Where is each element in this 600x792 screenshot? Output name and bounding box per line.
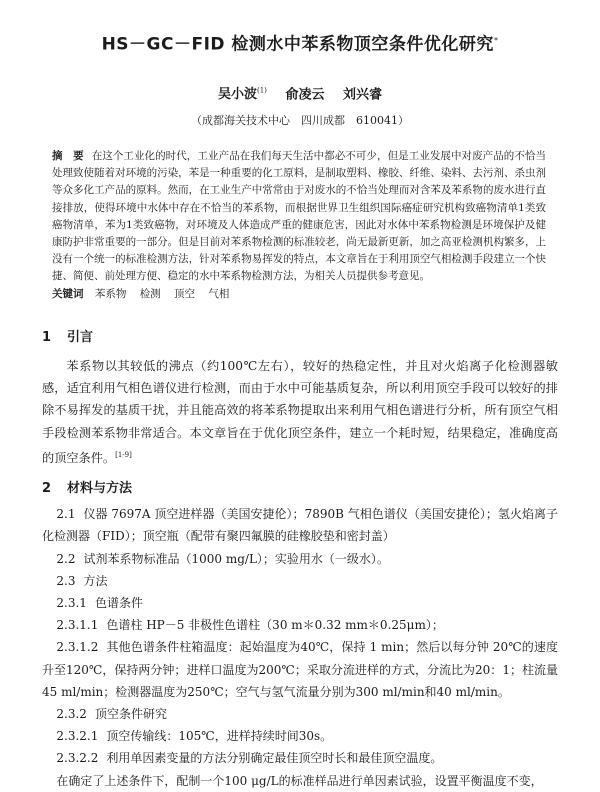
section-title: 材料与方法 [67, 481, 133, 497]
abstract-text: 在这个工业化的时代，工业产品在我们每天生活中都必不可少，但是工业发展中对废产品的不恰当处理致使随着对环境的污染，苯是一种重要的化工原料，是制取塑料、橡胶、纤维、染料、去污剂、杀虫剂等众多化工产品的原料。然而，在工业生产中常常由于对废水的不恰当处理而对含苯及苯系物的废水进行直接排放，使得环境中水体中存在不恰当的苯系物，而根据世界卫生组织国际癌症研究机构致癌物清单1类致癌物清单，苯为1类致癌物，对环境及人体造成严重的健康危害，因此对水体中苯系物检测是环境保护及健康防护非常重要的一部分。但是目前对苯系物检测的标准较老，尚无最新更新，加之高亚检测机构繁多，上没有一个统一的标准检测方法，针对苯系物易挥发的特点，本文章旨在于利用顶空气相检测手段建立一个快捷、简便、前处理方便、稳定的水中苯系物检测方法，为相关人员提供参考意见。 [52, 149, 547, 283]
keyword: 顶空 [174, 287, 196, 300]
materials-methods-body [42, 503, 558, 792]
author-3: 刘兴睿 [343, 86, 383, 102]
method-line: 在确定了上述条件下，配制一个100 μg/L的标准样品进行单因素试验，设置平衡温度不变， [56, 773, 543, 788]
method-line: 2.3.1 色谱条件 [56, 595, 143, 610]
method-line: 2.3.2 顶空条件研究 [56, 706, 167, 721]
method-line: 2.3.2.2 利用单因素变量的方法分别确定最佳顶空时长和最佳顶空温度。 [56, 751, 443, 766]
paper-title-text: HS－GC－FID 检测水中苯系物顶空条件优化研究 [101, 34, 494, 55]
author-list [42, 82, 558, 104]
paper-title [42, 30, 558, 56]
method-line: 2.3.1.2 其他色谱条件柱箱温度：起始温度为40℃，保持 1 min；然后以每分钟 20℃的速度升至120℃，保持两分钟；进样口温度为200℃；采取分流进样的方式，分流比为20：1；柱流量45 ml/min；检测器温度为250℃；空气与氢气流量分别为300 ml/min和40 ml/min。 [42, 640, 558, 699]
method-line: 2.3.1.1 色谱柱 HP－5 非极性色谱柱（30 m＊0.32 mm＊0.25μm）； [56, 618, 444, 633]
keywords [42, 286, 558, 303]
section-title: 引言 [67, 329, 94, 345]
author-1: 吴小波$^{(1)}$ [217, 86, 267, 102]
section-heading-introduction [42, 329, 558, 347]
section-number: 2 [42, 481, 52, 497]
method-line: 2.2 试剂苯系物标准品（1000 mg/L）；实验用水（一级水）。 [56, 551, 389, 566]
keywords-label: 关键词 [52, 287, 84, 300]
abstract-label: 摘 要 [52, 149, 84, 162]
abstract [42, 148, 558, 286]
author-2: 俞凌云 [285, 86, 325, 102]
citation: [1-9] [115, 450, 132, 459]
keyword: 苯系物 [94, 287, 127, 300]
introduction-paragraph: 苯系物以其较低的沸点（约100℃左右），较好的热稳定性，并且对火焰离子化检测器敏感，适宜利用气相色谱仪进行检测，而由于水中可能基质复杂，所以利用顶空手段可以较好的排除不易挥发的基质干扰，并且能高效的将苯系物提取出来利用气相色谱进行分析，所有顶空气相手段检测苯系物非常适合。本文章旨在于优化顶空条件，建立一个耗时短，结果稳定，准确度高的顶空条件。[1-9] [42, 358, 558, 465]
keyword: 检测 [139, 287, 161, 300]
section-heading-materials [42, 480, 558, 498]
keyword: 气相 [208, 287, 230, 300]
method-line: 2.3 方法 [56, 573, 108, 588]
title-footnote-mark: * [493, 36, 499, 45]
affiliation: （成都海关技术中心 四川成都 610041） [191, 113, 409, 127]
section-number: 1 [42, 329, 52, 345]
method-line: 2.3.2.1 顶空传输线：105℃，进样持续时间30s。 [56, 729, 333, 744]
method-line: 2.1 仪器 7697A 顶空进样器（美国安捷伦）；7890B 气相色谱仪（美国安捷伦）；氢火焰离子化检测器（FID）；顶空瓶（配带有聚四氟膜的硅橡胶垫和密封盖） [42, 507, 558, 544]
